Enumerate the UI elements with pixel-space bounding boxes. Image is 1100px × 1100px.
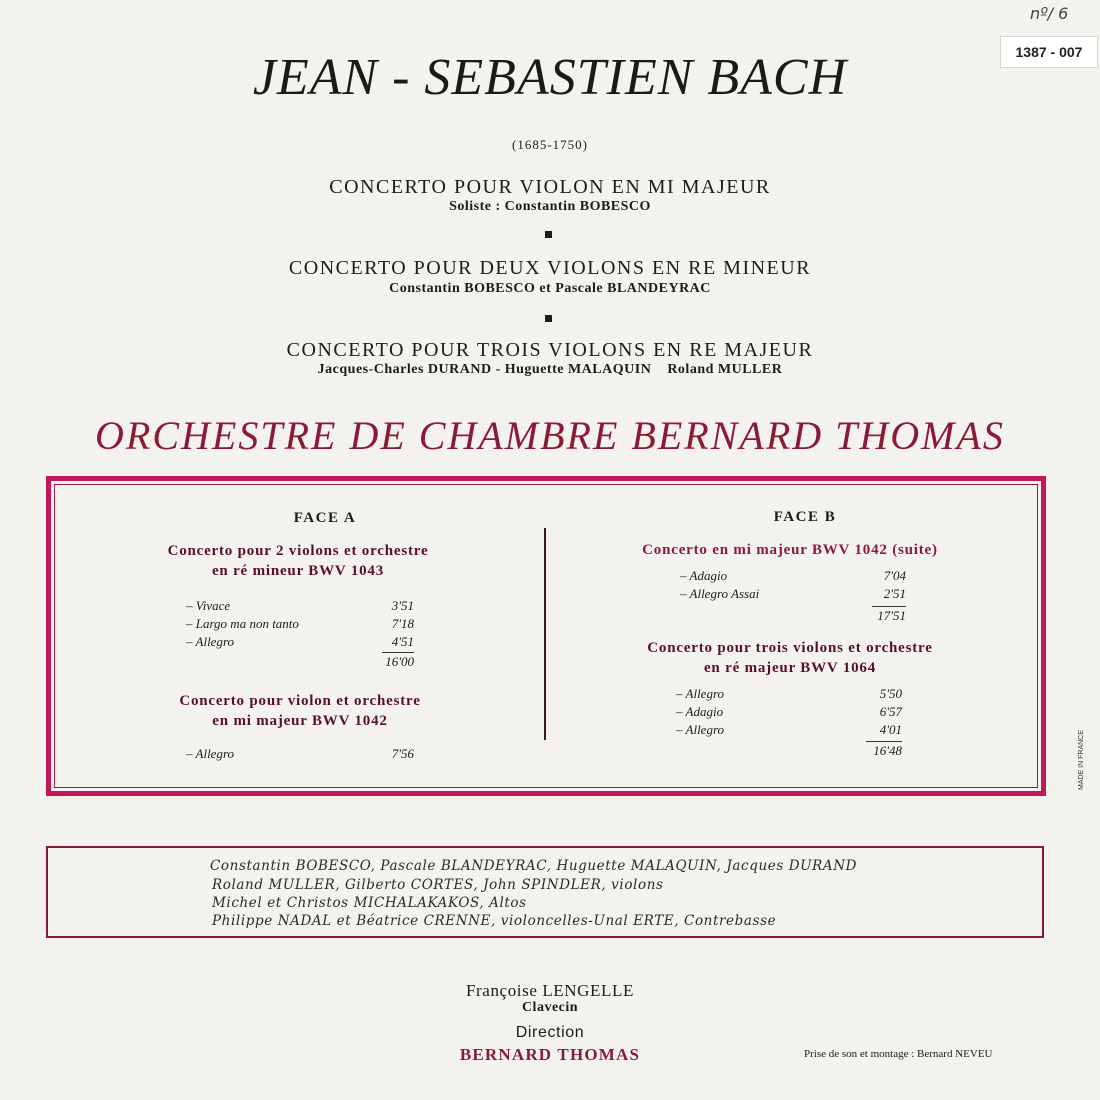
- face-a-concerto-2-key: en mi majeur BWV 1042: [212, 713, 388, 729]
- handwritten-note: nº/ 6: [1030, 4, 1069, 23]
- face-a-concerto-2-title: Concerto pour violon et orchestre: [179, 693, 421, 709]
- movement-name: – Allegro: [186, 746, 235, 761]
- face-b-movement: [676, 721, 902, 739]
- work-3-title: CONCERTO POUR TROIS VIOLONS EN RE MAJEUR: [286, 339, 814, 361]
- work-1-performers: Soliste : Constantin BOBESCO: [449, 199, 651, 214]
- separator-square: [545, 315, 552, 322]
- movement-name: – Allegro Assai: [680, 586, 760, 601]
- direction-label: Direction: [515, 1024, 585, 1041]
- face-a-movement: [186, 615, 414, 633]
- face-divider: [544, 528, 546, 740]
- movement-time: 3'51: [391, 598, 414, 613]
- movement-name: – Allegro: [186, 634, 235, 649]
- face-b-movement: [680, 567, 906, 585]
- movement-name: – Vivace: [186, 598, 231, 613]
- face-b-movement: [680, 585, 906, 603]
- catalog-sticker: 1387 - 007: [1000, 36, 1098, 68]
- movement-name: – Adagio: [680, 568, 728, 583]
- face-a-concerto-1-total: 16'00: [382, 652, 414, 671]
- musicians-line: Philippe NADAL et Béatrice CRENNE, violoncelles-Unal ERTE, Contrebasse: [212, 913, 777, 929]
- face-a-movement: [186, 745, 414, 763]
- movement-time: 7'56: [391, 746, 414, 761]
- musicians-line: Michel et Christos MICHALAKAKOS, Altos: [212, 895, 527, 911]
- musicians-line: Roland MULLER, Gilberto CORTES, John SPINDLER, violons: [212, 877, 664, 893]
- face-a-movement: [186, 633, 414, 651]
- work-3-performers-b: Roland MULLER: [667, 362, 783, 377]
- face-b-concerto-1-total: 17'51: [872, 606, 906, 625]
- face-a-concerto-1-title: Concerto pour 2 violons et orchestre: [167, 543, 429, 559]
- face-a-heading: FACE A: [293, 510, 357, 526]
- face-a-concerto-1-key: en ré mineur BWV 1043: [211, 563, 385, 579]
- face-b-concerto-2-title: Concerto pour trois violons et orchestre: [647, 640, 933, 656]
- face-b-concerto-1-title: Concerto en mi majeur BWV 1042 (suite): [642, 542, 938, 558]
- movement-time: 7'04: [883, 568, 906, 583]
- harpsichord-label: Clavecin: [521, 1000, 579, 1015]
- composer-dates: (1685-1750): [512, 137, 588, 152]
- movement-time: 6'57: [879, 704, 902, 719]
- face-b-movement: [676, 703, 902, 721]
- made-in-label: MADE IN FRANCE: [1078, 730, 1085, 790]
- movement-time: 5'50: [879, 686, 902, 701]
- movement-name: – Largo ma non tanto: [186, 616, 299, 631]
- movement-name: – Allegro: [676, 722, 725, 737]
- composer-title: JEAN - SEBASTIEN BACH: [252, 49, 848, 106]
- movement-time: 4'51: [391, 634, 414, 649]
- separator-square: [545, 231, 552, 238]
- work-1-title: CONCERTO POUR VIOLON EN MI MAJEUR: [329, 176, 771, 198]
- movement-name: – Adagio: [676, 704, 724, 719]
- movement-time: 2'51: [883, 586, 906, 601]
- face-b-concerto-2-total: 16'48: [866, 741, 902, 760]
- face-b-heading: FACE B: [773, 509, 837, 525]
- harpsichordist-name: Françoise LENGELLE: [465, 981, 634, 1000]
- movement-time: 7'18: [391, 616, 414, 631]
- sound-engineer-credit: Prise de son et montage : Bernard NEVEU: [804, 1048, 993, 1060]
- face-b-concerto-2-key: en ré majeur BWV 1064: [703, 660, 877, 676]
- conductor-name: BERNARD THOMAS: [459, 1045, 641, 1064]
- work-2-title: CONCERTO POUR DEUX VIOLONS EN RE MINEUR: [288, 257, 812, 279]
- face-a-movement: [186, 597, 414, 615]
- work-2-performers: Constantin BOBESCO et Pascale BLANDEYRAC: [389, 281, 711, 296]
- work-3-performers-a: Jacques-Charles DURAND - Huguette MALAQUIN: [317, 362, 652, 377]
- work-3-performers: [0, 362, 1100, 378]
- face-b-movement: [676, 685, 902, 703]
- musicians-line: Constantin BOBESCO, Pascale BLANDEYRAC, Huguette MALAQUIN, Jacques DURAND: [210, 858, 858, 874]
- movement-time: 4'01: [879, 722, 902, 737]
- orchestra-name: ORCHESTRE DE CHAMBRE BERNARD THOMAS: [95, 413, 1005, 458]
- movement-name: – Allegro: [676, 686, 725, 701]
